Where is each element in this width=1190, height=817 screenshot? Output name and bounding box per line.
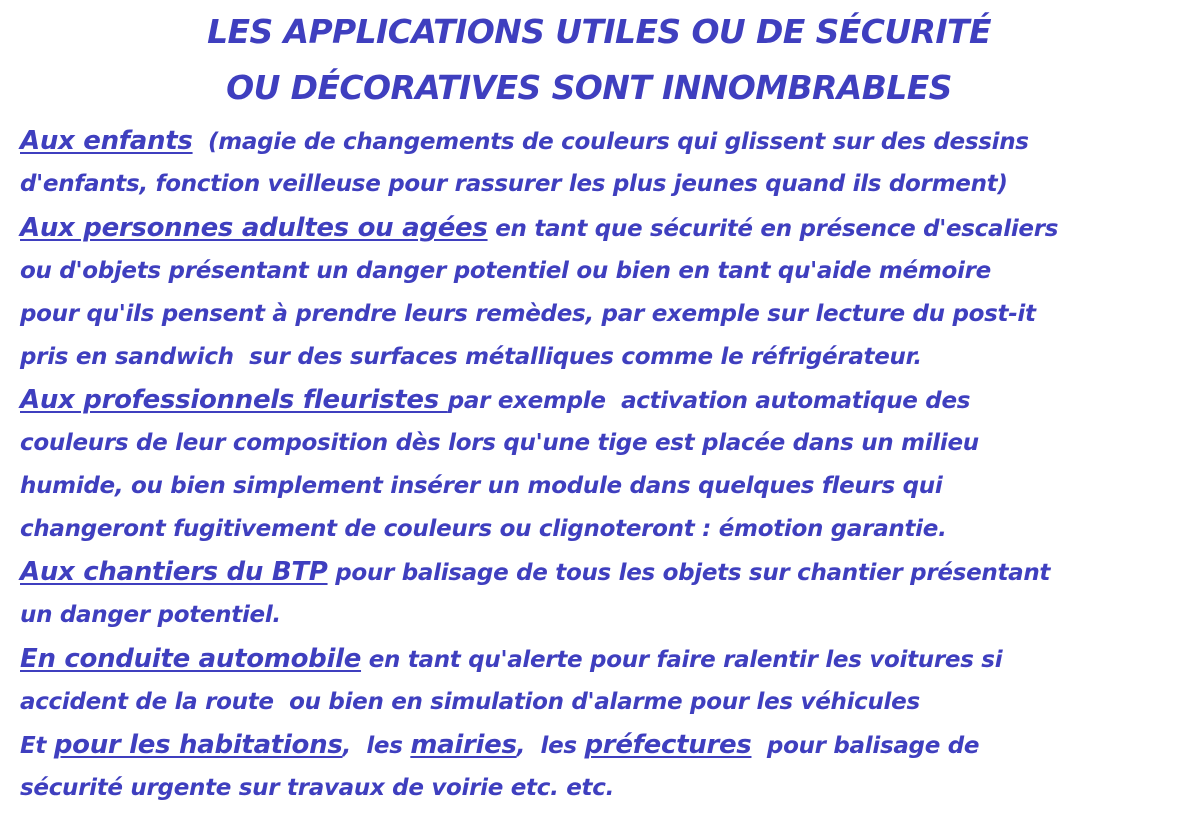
- text-segment: Et: [20, 733, 54, 759]
- paragraph-line: [20, 207, 1180, 250]
- text-segment: (magie de changements de couleurs qui glissent sur des dessins: [192, 129, 1029, 155]
- text-segment: pour balisage de: [751, 733, 980, 759]
- paragraph-chantiers-btp: [20, 551, 1180, 637]
- page-title-line-1: LES APPLICATIONS UTILES OU DE SÉCURITÉ: [207, 12, 991, 51]
- page-title-line-2: OU DÉCORATIVES SONT INNOMBRABLES: [226, 68, 952, 107]
- text-segment: pour balisage de tous les objets sur chantier présentant: [327, 560, 1051, 586]
- paragraph-line: couleurs de leur composition dès lors qu'une tige est placée dans un milieu: [20, 430, 979, 456]
- paragraph-line: sécurité urgente sur travaux de voirie etc. etc.: [20, 775, 614, 801]
- paragraph-line: [20, 379, 1180, 422]
- heading-mairies: mairies: [410, 730, 517, 760]
- paragraph-line: [20, 551, 1180, 594]
- paragraph-line: ou d'objets présentant un danger potentiel ou bien en tant qu'aide mémoire: [20, 258, 991, 284]
- heading-prefectures: préfectures: [584, 730, 752, 760]
- heading-personnes-agees: Aux personnes adultes ou agées: [20, 213, 488, 243]
- text-segment: en tant que sécurité en présence d'escaliers: [487, 216, 1059, 242]
- paragraph-fleuristes: [20, 379, 1180, 551]
- paragraph-conduite-automobile: [20, 638, 1180, 724]
- paragraph-line: pour qu'ils pensent à prendre leurs remèdes, par exemple sur lecture du post-it: [20, 301, 1036, 327]
- heading-fleuristes: Aux professionnels fleuristes: [20, 385, 448, 415]
- paragraph-line: d'enfants, fonction veilleuse pour rassurer les plus jeunes quand ils dorment): [20, 171, 1008, 197]
- paragraph-habitations: [20, 724, 1180, 810]
- heading-habitations: pour les habitations: [53, 730, 343, 760]
- text-segment: , les: [342, 733, 411, 759]
- paragraph-line: [20, 724, 1180, 767]
- heading-conduite-automobile: En conduite automobile: [20, 644, 362, 674]
- heading-enfants: Aux enfants: [20, 126, 193, 156]
- paragraph-line: [20, 120, 1180, 163]
- text-segment: par exemple activation automatique des: [447, 388, 971, 414]
- paragraph-line: un danger potentiel.: [20, 602, 281, 628]
- paragraph-enfants: [20, 120, 1180, 206]
- paragraph-line: changeront fugitivement de couleurs ou clignoteront : émotion garantie.: [20, 516, 947, 542]
- text-segment: , les: [516, 733, 585, 759]
- paragraph-personnes-agees: [20, 207, 1180, 379]
- paragraph-line: humide, ou bien simplement insérer un module dans quelques fleurs qui: [20, 473, 943, 499]
- paragraph-line: [20, 638, 1180, 681]
- heading-chantiers-btp: Aux chantiers du BTP: [20, 557, 328, 587]
- text-segment: en tant qu'alerte pour faire ralentir les voitures si: [361, 647, 1003, 673]
- paragraph-line: accident de la route ou bien en simulation d'alarme pour les véhicules: [20, 689, 920, 715]
- paragraph-line: pris en sandwich sur des surfaces métalliques comme le réfrigérateur.: [20, 344, 922, 370]
